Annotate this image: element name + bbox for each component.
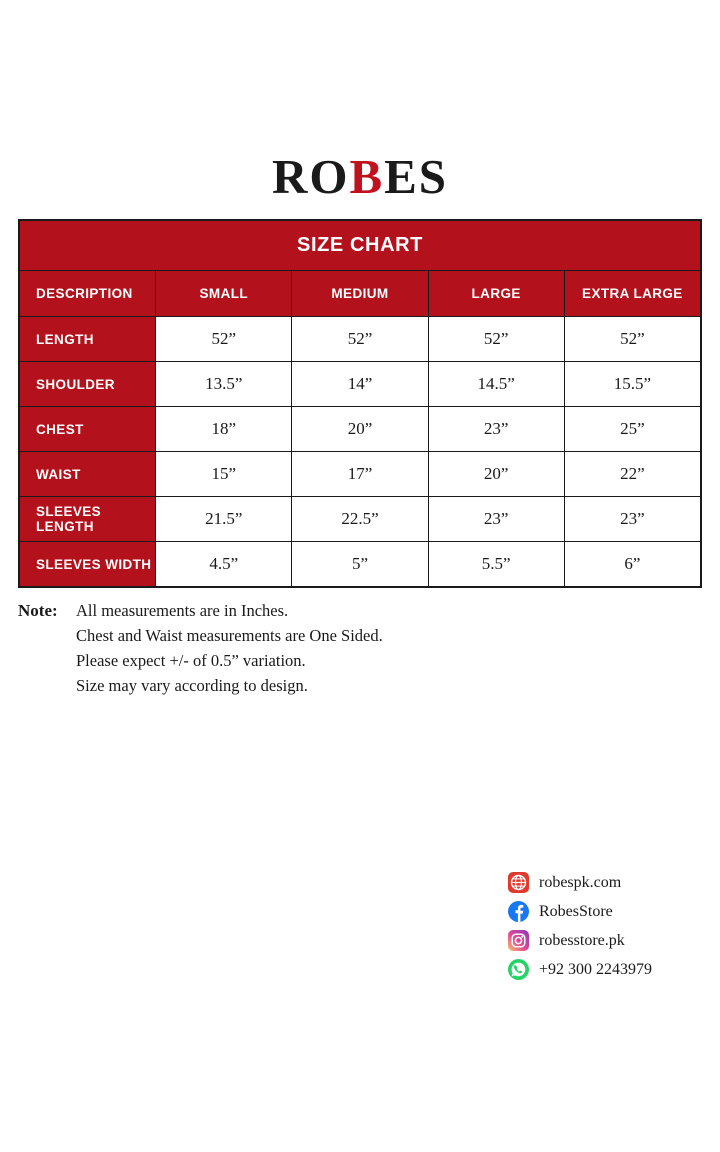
cell-chest-large: 23” [428, 407, 564, 452]
cell-chest-medium: 20” [292, 407, 428, 452]
brand-text-part2: ES [384, 149, 449, 204]
column-header-small: SMALL [156, 271, 292, 317]
cell-shoulder-small: 13.5” [156, 362, 292, 407]
size-chart-table [19, 220, 701, 587]
row-label-length: LENGTH [20, 317, 156, 362]
contact-facebook-text: RobesStore [539, 902, 613, 920]
column-header-medium: MEDIUM [292, 271, 428, 317]
cell-shoulder-medium: 14” [292, 362, 428, 407]
table-row [20, 542, 701, 587]
table-row [20, 452, 701, 497]
table-row [20, 362, 701, 407]
row-label-sleeves-width: SLEEVES WIDTH [20, 542, 156, 587]
cell-sleeves-length-extra-large: 23” [564, 497, 700, 542]
cell-length-extra-large: 52” [564, 317, 700, 362]
cell-waist-extra-large: 22” [564, 452, 700, 497]
cell-length-large: 52” [428, 317, 564, 362]
table-row [20, 497, 701, 542]
notes-label: Note: [18, 601, 58, 620]
contact-whatsapp-text: +92 300 2243979 [539, 960, 653, 978]
cell-chest-extra-large: 25” [564, 407, 700, 452]
size-chart-table-wrapper [18, 219, 702, 588]
cell-sleeves-width-small: 4.5” [156, 542, 292, 587]
facebook-icon [508, 901, 529, 922]
row-label-sleeves-length: SLEEVES LENGTH [20, 497, 156, 542]
size-chart-page [0, 148, 720, 1152]
cell-sleeves-width-large: 5.5” [428, 542, 564, 587]
contact-website-text: robespk.com [539, 873, 622, 891]
column-header-extra-large: EXTRA LARGE [564, 271, 700, 317]
contact-instagram-text: robesstore.pk [539, 931, 625, 949]
table-row [20, 407, 701, 452]
contact-instagram[interactable] [508, 928, 652, 953]
cell-length-medium: 52” [292, 317, 428, 362]
note-line-2: Chest and Waist measurements are One Sided. [76, 626, 383, 645]
website-icon [508, 872, 529, 893]
whatsapp-icon [508, 959, 529, 980]
instagram-icon [508, 930, 529, 951]
table-title: SIZE CHART [20, 221, 701, 271]
table-title-row [20, 221, 701, 271]
column-header-description: DESCRIPTION [20, 271, 156, 317]
note-line-3: Please expect +/- of 0.5” variation. [76, 651, 306, 670]
cell-sleeves-length-small: 21.5” [156, 497, 292, 542]
notes-lines [76, 598, 383, 698]
contact-list [508, 870, 652, 986]
row-label-shoulder: SHOULDER [20, 362, 156, 407]
cell-waist-large: 20” [428, 452, 564, 497]
cell-shoulder-large: 14.5” [428, 362, 564, 407]
brand-wordmark [272, 148, 448, 206]
cell-sleeves-width-medium: 5” [292, 542, 428, 587]
brand-text-accent: B [349, 149, 385, 204]
contact-facebook[interactable] [508, 899, 652, 924]
row-label-chest: CHEST [20, 407, 156, 452]
row-label-waist: WAIST [20, 452, 156, 497]
cell-sleeves-length-large: 23” [428, 497, 564, 542]
note-line-1: All measurements are in Inches. [76, 601, 289, 620]
cell-length-small: 52” [156, 317, 292, 362]
contact-whatsapp[interactable] [508, 957, 652, 982]
cell-waist-medium: 17” [292, 452, 428, 497]
notes-section [18, 598, 702, 698]
cell-shoulder-extra-large: 15.5” [564, 362, 700, 407]
contact-website[interactable] [508, 870, 652, 895]
cell-waist-small: 15” [156, 452, 292, 497]
note-line-4: Size may vary according to design. [76, 676, 308, 695]
column-header-large: LARGE [428, 271, 564, 317]
table-row [20, 317, 701, 362]
cell-chest-small: 18” [156, 407, 292, 452]
cell-sleeves-length-medium: 22.5” [292, 497, 428, 542]
cell-sleeves-width-extra-large: 6” [564, 542, 700, 587]
brand-logo [0, 148, 720, 206]
table-header-row [20, 271, 701, 317]
brand-text-part1: RO [271, 149, 350, 204]
